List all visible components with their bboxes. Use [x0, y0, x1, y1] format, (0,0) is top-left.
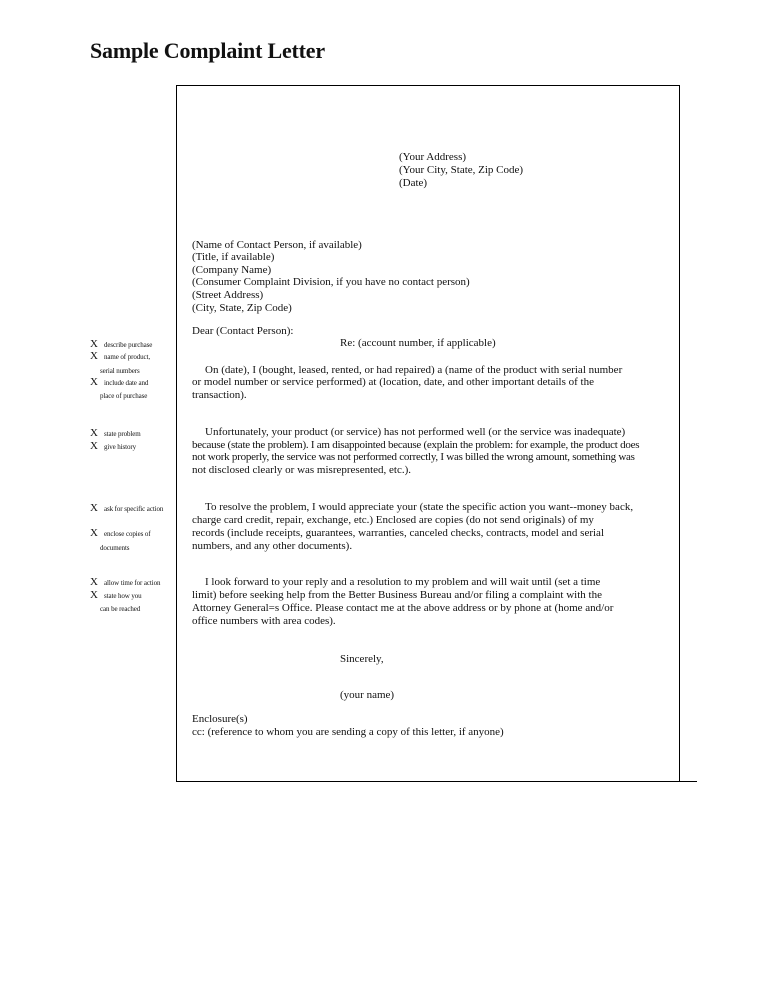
paragraph4-line: Attorney General=s Office. Please contact me at the above address or by phone at (home and/or: [192, 602, 614, 614]
margin-note-text: place of purchase: [100, 392, 148, 400]
recipient-city-state-zip: (City, State, Zip Code): [192, 302, 292, 314]
paragraph3-line: To resolve the problem, I would appreciate your (state the specific action you want--money back,: [205, 501, 634, 513]
x-mark: X: [90, 527, 98, 539]
sender-address: (Your Address): [399, 151, 467, 163]
sender-date: (Date): [399, 177, 428, 189]
margin-note-text: state how you: [104, 592, 142, 600]
paragraph4-line: I look forward to your reply and a resolution to my problem and will wait until (set a time: [205, 576, 601, 588]
margin-note-text: give history: [104, 443, 137, 451]
margin-note-text: enclose copies of: [104, 530, 151, 538]
sender-city-state-zip: (Your City, State, Zip Code): [399, 164, 524, 176]
paragraph2-line: Unfortunately, your product (or service) has not performed well (or the service was inadequate): [205, 426, 626, 438]
paragraph2-line: because (state the problem). I am disappointed because (explain the problem: for example, the product does: [192, 439, 640, 451]
salutation: Dear (Contact Person):: [192, 325, 294, 337]
recipient-company: (Company Name): [192, 264, 272, 276]
x-mark: X: [90, 502, 98, 514]
page-title: Sample Complaint Letter: [90, 38, 325, 63]
x-mark: X: [90, 440, 98, 452]
paragraph2-line: not disclosed clearly or was misrepresented, etc.).: [192, 464, 412, 476]
letter-frame-bottom-rule: [176, 781, 697, 782]
paragraph1-line: transaction).: [192, 389, 247, 401]
margin-note-text: can be reached: [100, 605, 141, 613]
margin-note: [90, 428, 141, 439]
margin-note: [90, 577, 160, 588]
recipient-street: (Street Address): [192, 289, 264, 301]
recipient-division: (Consumer Complaint Division, if you have no contact person): [192, 276, 470, 288]
paragraph2-line: not work properly, the service was not performed correctly, I was billed the wrong amount, something was: [192, 451, 635, 463]
re-line: Re: (account number, if applicable): [340, 337, 496, 349]
enclosure-line: Enclosure(s): [192, 713, 248, 725]
paragraph4-line: limit) before seeking help from the Better Business Bureau and/or filing a complaint with the: [192, 589, 602, 601]
x-mark: X: [90, 350, 98, 362]
signature: (your name): [340, 689, 395, 701]
paragraph1-line: On (date), I (bought, leased, rented, or had repaired) a (name of the product with serial number: [205, 364, 623, 376]
paragraph1-line: or model number or service performed) at (location, date, and other important details of the: [192, 376, 594, 388]
margin-note: [90, 441, 136, 452]
margin-note-text: serial numbers: [100, 367, 140, 375]
margin-note-text: allow time for action: [104, 579, 161, 587]
x-mark: X: [90, 427, 98, 439]
margin-note-text: describe purchase: [104, 341, 153, 349]
margin-note: [90, 590, 142, 601]
closing: Sincerely,: [340, 653, 384, 665]
margin-note-text: documents: [100, 544, 130, 552]
paragraph3-line: records (include receipts, guarantees, warranties, canceled checks, contracts, model and serial: [192, 527, 605, 539]
paragraph4-line: office numbers with area codes).: [192, 615, 336, 627]
margin-note: [90, 528, 151, 539]
recipient-contact-name: (Name of Contact Person, if available): [192, 239, 362, 251]
margin-note: [90, 503, 163, 514]
paragraph3-line: numbers, and any other documents).: [192, 540, 353, 552]
margin-note: [90, 377, 148, 388]
x-mark: X: [90, 376, 98, 388]
margin-note: [90, 351, 150, 362]
margin-note-text: include date and: [104, 379, 149, 387]
x-mark: X: [90, 338, 98, 350]
x-mark: X: [90, 589, 98, 601]
margin-note-text: name of product,: [104, 353, 151, 361]
margin-note-text: ask for specific action: [104, 505, 164, 513]
margin-note: [90, 339, 152, 350]
cc-line: cc: (reference to whom you are sending a copy of this letter, if anyone): [192, 726, 504, 738]
margin-note-text: state problem: [104, 430, 141, 438]
recipient-title: (Title, if available): [192, 251, 275, 263]
x-mark: X: [90, 576, 98, 588]
paragraph3-line: charge card credit, repair, exchange, etc.) Enclosed are copies (do not send originals) of my: [192, 514, 594, 526]
